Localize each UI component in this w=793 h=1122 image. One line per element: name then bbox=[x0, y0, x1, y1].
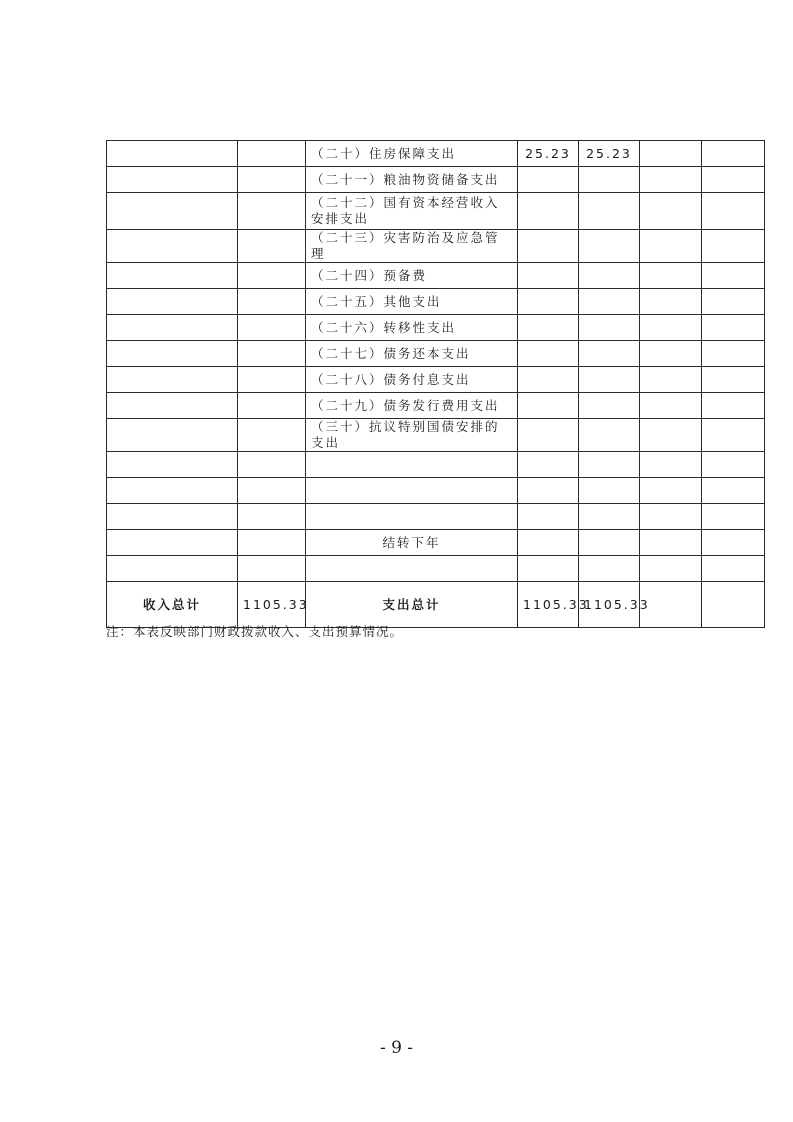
income-amount-cell bbox=[238, 289, 306, 315]
cell-6 bbox=[640, 193, 702, 230]
cell-7 bbox=[702, 167, 765, 193]
income-amount-cell bbox=[238, 556, 306, 582]
income-amount-cell bbox=[238, 478, 306, 504]
cell-7 bbox=[702, 289, 765, 315]
income-item-cell bbox=[107, 193, 238, 230]
expense-item-cell: （二十八）债务付息支出 bbox=[306, 367, 518, 393]
cell-7 bbox=[702, 341, 765, 367]
income-item-cell bbox=[107, 167, 238, 193]
cell-6 bbox=[640, 289, 702, 315]
expense-amount-2-cell bbox=[579, 478, 640, 504]
cell-6 bbox=[640, 419, 702, 452]
cell-7 bbox=[702, 478, 765, 504]
expense-amount-2-cell bbox=[579, 556, 640, 582]
expense-amount-cell bbox=[518, 504, 579, 530]
cell-6 bbox=[640, 504, 702, 530]
table-row bbox=[107, 289, 765, 315]
expense-amount-cell bbox=[518, 530, 579, 556]
table-row bbox=[107, 393, 765, 419]
expense-amount-2-cell bbox=[579, 193, 640, 230]
expense-amount-cell bbox=[518, 263, 579, 289]
table-row bbox=[107, 315, 765, 341]
expense-amount-cell bbox=[518, 230, 579, 263]
expense-total-value: 1105.33 bbox=[518, 582, 579, 628]
cell-6 bbox=[640, 315, 702, 341]
page-number: - 9 - bbox=[379, 1038, 414, 1058]
income-total-label: 收入总计 bbox=[107, 582, 238, 628]
expense-amount-cell bbox=[518, 341, 579, 367]
income-item-cell bbox=[107, 141, 238, 167]
expense-item-cell: （三十）抗议特别国债安排的支出 bbox=[306, 419, 518, 452]
income-amount-cell bbox=[238, 263, 306, 289]
table-row bbox=[107, 504, 765, 530]
cell-6 bbox=[640, 167, 702, 193]
income-item-cell bbox=[107, 478, 238, 504]
expense-item-cell: （二十一）粮油物资储备支出 bbox=[306, 167, 518, 193]
table-row bbox=[107, 263, 765, 289]
expense-amount-2-cell bbox=[579, 419, 640, 452]
cell-7 bbox=[702, 393, 765, 419]
expense-item-cell: （二十四）预备费 bbox=[306, 263, 518, 289]
cell-7 bbox=[702, 230, 765, 263]
expense-item-cell: （二十六）转移性支出 bbox=[306, 315, 518, 341]
income-amount-cell bbox=[238, 167, 306, 193]
expense-amount-2-cell bbox=[579, 167, 640, 193]
cell-7 bbox=[702, 141, 765, 167]
income-item-cell bbox=[107, 452, 238, 478]
cell-7 bbox=[702, 419, 765, 452]
cell-6 bbox=[640, 556, 702, 582]
expense-item-cell: 结转下年 bbox=[306, 530, 518, 556]
cell-6 bbox=[640, 341, 702, 367]
table-row bbox=[107, 452, 765, 478]
expense-amount-2-cell bbox=[579, 289, 640, 315]
expense-amount-2-cell bbox=[579, 452, 640, 478]
cell-6 bbox=[640, 263, 702, 289]
income-total-value: 1105.33 bbox=[238, 582, 306, 628]
expense-amount-2-cell bbox=[579, 530, 640, 556]
expense-amount-cell bbox=[518, 556, 579, 582]
expense-item-cell: （二十七）债务还本支出 bbox=[306, 341, 518, 367]
expense-amount-cell bbox=[518, 315, 579, 341]
income-amount-cell bbox=[238, 393, 306, 419]
table-row bbox=[107, 167, 765, 193]
cell-7 bbox=[702, 367, 765, 393]
income-item-cell bbox=[107, 289, 238, 315]
cell-6 bbox=[640, 367, 702, 393]
expense-item-cell bbox=[306, 478, 518, 504]
cell-7 bbox=[702, 315, 765, 341]
expense-amount-2-cell: 25.23 bbox=[579, 141, 640, 167]
expense-item-cell: （二十九）债务发行费用支出 bbox=[306, 393, 518, 419]
expense-amount-2-cell bbox=[579, 367, 640, 393]
income-item-cell bbox=[107, 419, 238, 452]
expense-amount-cell bbox=[518, 478, 579, 504]
cell-6 bbox=[640, 452, 702, 478]
table-row bbox=[107, 478, 765, 504]
income-amount-cell bbox=[238, 341, 306, 367]
expense-amount-2-cell bbox=[579, 504, 640, 530]
table-row bbox=[107, 556, 765, 582]
expense-amount-2-cell bbox=[579, 263, 640, 289]
income-item-cell bbox=[107, 230, 238, 263]
table-row bbox=[107, 530, 765, 556]
income-amount-cell bbox=[238, 367, 306, 393]
income-item-cell bbox=[107, 556, 238, 582]
cell-7 bbox=[702, 530, 765, 556]
expense-amount-cell bbox=[518, 419, 579, 452]
table-row bbox=[107, 341, 765, 367]
cell-6 bbox=[640, 393, 702, 419]
cell-6 bbox=[640, 141, 702, 167]
cell-7 bbox=[702, 263, 765, 289]
income-amount-cell bbox=[238, 315, 306, 341]
cell-6 bbox=[640, 530, 702, 556]
expense-amount-cell bbox=[518, 167, 579, 193]
income-amount-cell bbox=[238, 230, 306, 263]
table-row bbox=[107, 141, 765, 167]
expense-item-cell: （二十五）其他支出 bbox=[306, 289, 518, 315]
expense-amount-cell bbox=[518, 393, 579, 419]
income-amount-cell bbox=[238, 193, 306, 230]
cell-6 bbox=[640, 230, 702, 263]
table-row bbox=[107, 193, 765, 230]
table-row bbox=[107, 230, 765, 263]
expense-total-label: 支出总计 bbox=[306, 582, 518, 628]
expense-item-cell: （二十）住房保障支出 bbox=[306, 141, 518, 167]
expense-item-cell bbox=[306, 556, 518, 582]
expense-item-cell bbox=[306, 504, 518, 530]
expense-item-cell bbox=[306, 452, 518, 478]
expense-amount-cell bbox=[518, 367, 579, 393]
budget-table bbox=[106, 140, 765, 628]
expense-amount-2-cell bbox=[579, 341, 640, 367]
income-item-cell bbox=[107, 393, 238, 419]
table-row bbox=[107, 367, 765, 393]
expense-item-cell: （二十三）灾害防治及应急管理 bbox=[306, 230, 518, 263]
cell-7 bbox=[702, 504, 765, 530]
income-amount-cell bbox=[238, 530, 306, 556]
total-row bbox=[107, 582, 765, 628]
income-amount-cell bbox=[238, 419, 306, 452]
cell-7 bbox=[702, 452, 765, 478]
total-cell-7 bbox=[702, 582, 765, 628]
income-item-cell bbox=[107, 263, 238, 289]
cell-7 bbox=[702, 193, 765, 230]
expense-amount-cell bbox=[518, 193, 579, 230]
income-item-cell bbox=[107, 341, 238, 367]
expense-amount-cell: 25.23 bbox=[518, 141, 579, 167]
table-row bbox=[107, 419, 765, 452]
income-item-cell bbox=[107, 530, 238, 556]
income-item-cell bbox=[107, 504, 238, 530]
income-item-cell bbox=[107, 367, 238, 393]
cell-7 bbox=[702, 556, 765, 582]
cell-6 bbox=[640, 478, 702, 504]
expense-item-cell: （二十二）国有资本经营收入安排支出 bbox=[306, 193, 518, 230]
income-amount-cell bbox=[238, 141, 306, 167]
income-amount-cell bbox=[238, 504, 306, 530]
expense-amount-cell bbox=[518, 289, 579, 315]
table-note: 注：本表反映部门财政拨款收入、支出预算情况。 bbox=[106, 624, 404, 639]
income-amount-cell bbox=[238, 452, 306, 478]
expense-total-value-2: 1105.33 bbox=[579, 582, 640, 628]
income-item-cell bbox=[107, 315, 238, 341]
expense-amount-2-cell bbox=[579, 230, 640, 263]
expense-amount-2-cell bbox=[579, 315, 640, 341]
expense-amount-2-cell bbox=[579, 393, 640, 419]
expense-amount-cell bbox=[518, 452, 579, 478]
